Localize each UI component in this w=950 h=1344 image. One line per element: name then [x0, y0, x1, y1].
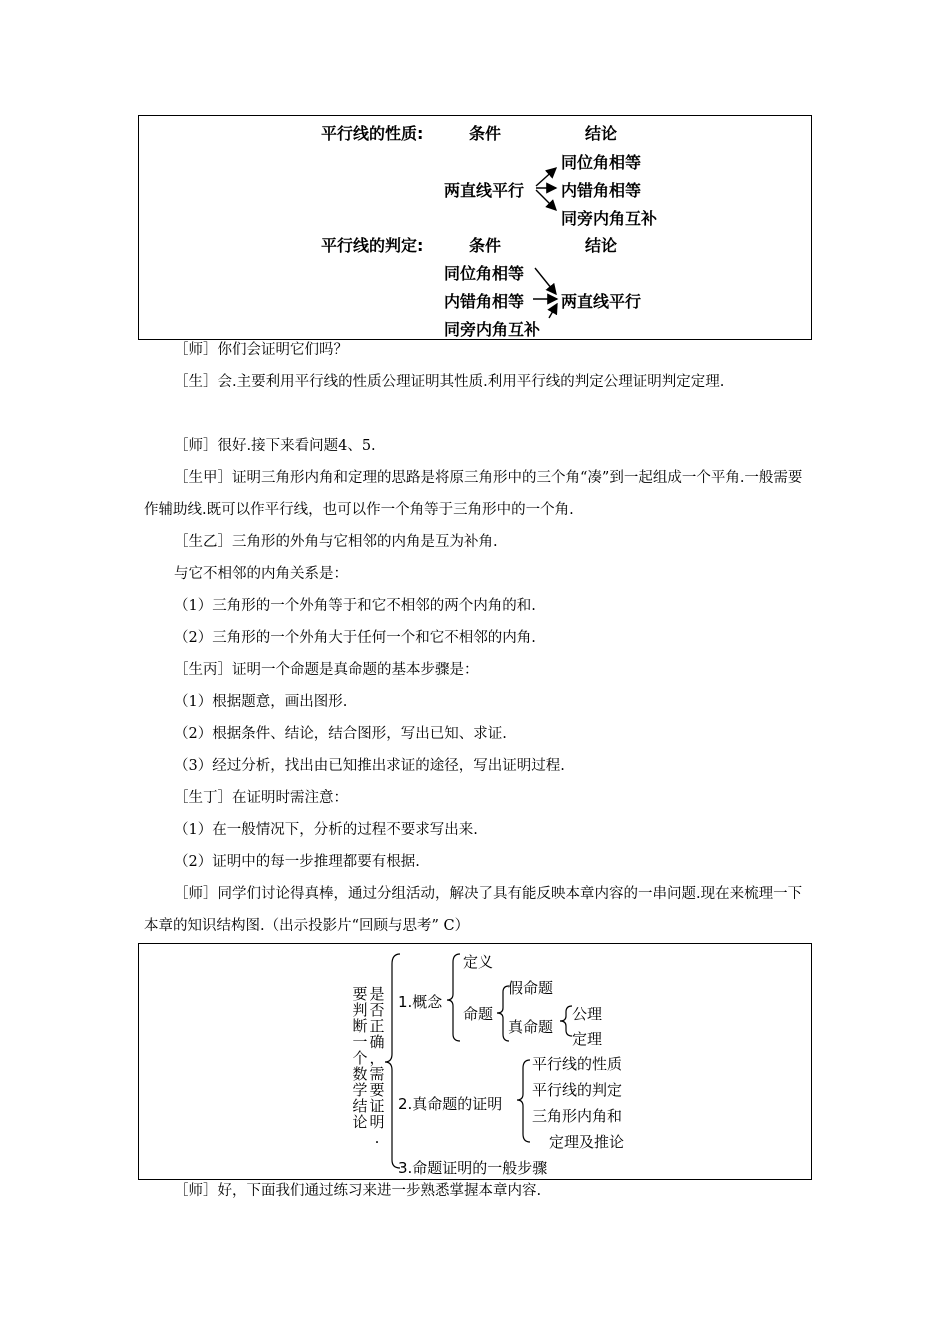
node-theorem: 定理	[572, 1030, 603, 1048]
node-false-proposition: 假命题	[508, 979, 554, 997]
root-text-col-left: 要 判 断 一 个 数 学 结 论	[352, 985, 368, 1131]
determination-title: 平行线的判定:	[321, 236, 424, 255]
paragraph: ［师］你们会证明它们吗？	[174, 342, 348, 358]
paragraph: （2）根据条件、结论，结合图形，写出已知、求证.	[174, 726, 507, 742]
node-proposition: 命题	[463, 1005, 494, 1023]
branch-concept: 1.概念	[398, 993, 443, 1011]
determination-result: 两直线平行	[561, 292, 642, 311]
node-true-proposition: 真命题	[508, 1018, 554, 1036]
paragraph: ［生丁］在证明时需注意：	[174, 790, 348, 806]
properties-condition: 两直线平行	[444, 181, 525, 200]
node-definition: 定义	[463, 953, 494, 971]
paragraph: ［生丙］证明一个命题是真命题的基本步骤是：	[174, 662, 479, 678]
proof-item: 三角形内角和	[532, 1107, 623, 1125]
properties-conclusion-label: 结论	[585, 124, 618, 143]
proof-item: 平行线的判定	[532, 1081, 623, 1099]
properties-title: 平行线的性质:	[321, 124, 424, 143]
paragraph: （1）三角形的一个外角等于和它不相邻的两个内角的和.	[174, 598, 536, 614]
proof-item: 平行线的性质	[532, 1055, 623, 1073]
paragraph: ［师］很好.接下来看问题4、5.	[174, 438, 376, 454]
properties-result-1: 同位角相等	[561, 153, 642, 172]
determination-condition-1: 同位角相等	[444, 264, 525, 283]
properties-result-2: 内错角相等	[561, 181, 642, 200]
paragraph: ［生］会.主要利用平行线的性质公理证明其性质.利用平行线的判定公理证明判定定理.	[174, 374, 725, 390]
determination-condition-2: 内错角相等	[444, 292, 525, 311]
proof-item: 定理及推论	[549, 1133, 625, 1151]
properties-condition-label: 条件	[469, 124, 502, 143]
paragraph: （2）三角形的一个外角大于任何一个和它不相邻的内角.	[174, 630, 536, 646]
paragraph: （2）证明中的每一步推理都要有根据.	[174, 854, 420, 870]
branch-steps: 3.命题证明的一般步骤	[398, 1159, 548, 1177]
branch-proof: 2.真命题的证明	[398, 1095, 503, 1113]
determination-conclusion-label: 结论	[585, 236, 618, 255]
paragraph: ［师］同学们讨论得真棒，通过分组活动，解决了具有能反映本章内容的一串问题.现在来梳理一下本章的知识结构图.（出示投影片“回顾与思考” C）	[144, 886, 803, 934]
node-axiom: 公理	[572, 1005, 603, 1023]
paragraph: ［生乙］三角形的外角与它相邻的内角是互为补角.	[174, 534, 498, 550]
paragraph-last: ［师］好，下面我们通过练习来进一步熟悉掌握本章内容.	[174, 1183, 542, 1199]
paragraph: （1）在一般情况下，分析的过程不要求写出来.	[174, 822, 478, 838]
determination-condition-label: 条件	[469, 236, 502, 255]
paragraph: 与它不相邻的内角关系是：	[174, 566, 348, 582]
determination-condition-3: 同旁内角互补	[444, 320, 541, 339]
properties-result-3: 同旁内角互补	[561, 209, 658, 228]
paragraph: （3）经过分析，找出由已知推出求证的途径，写出证明过程.	[174, 758, 565, 774]
root-text-col-right: 是 否 正 确 ， 需 要 证 明 .	[369, 985, 385, 1147]
paragraph: ［生甲］证明三角形内角和定理的思路是将原三角形中的三个角“凑”到一起组成一个平角.一般需要作辅助线.既可以作平行线，也可以作一个角等于三角形中的一个角.	[144, 470, 803, 518]
paragraph: （1）根据题意，画出图形.	[174, 694, 348, 710]
